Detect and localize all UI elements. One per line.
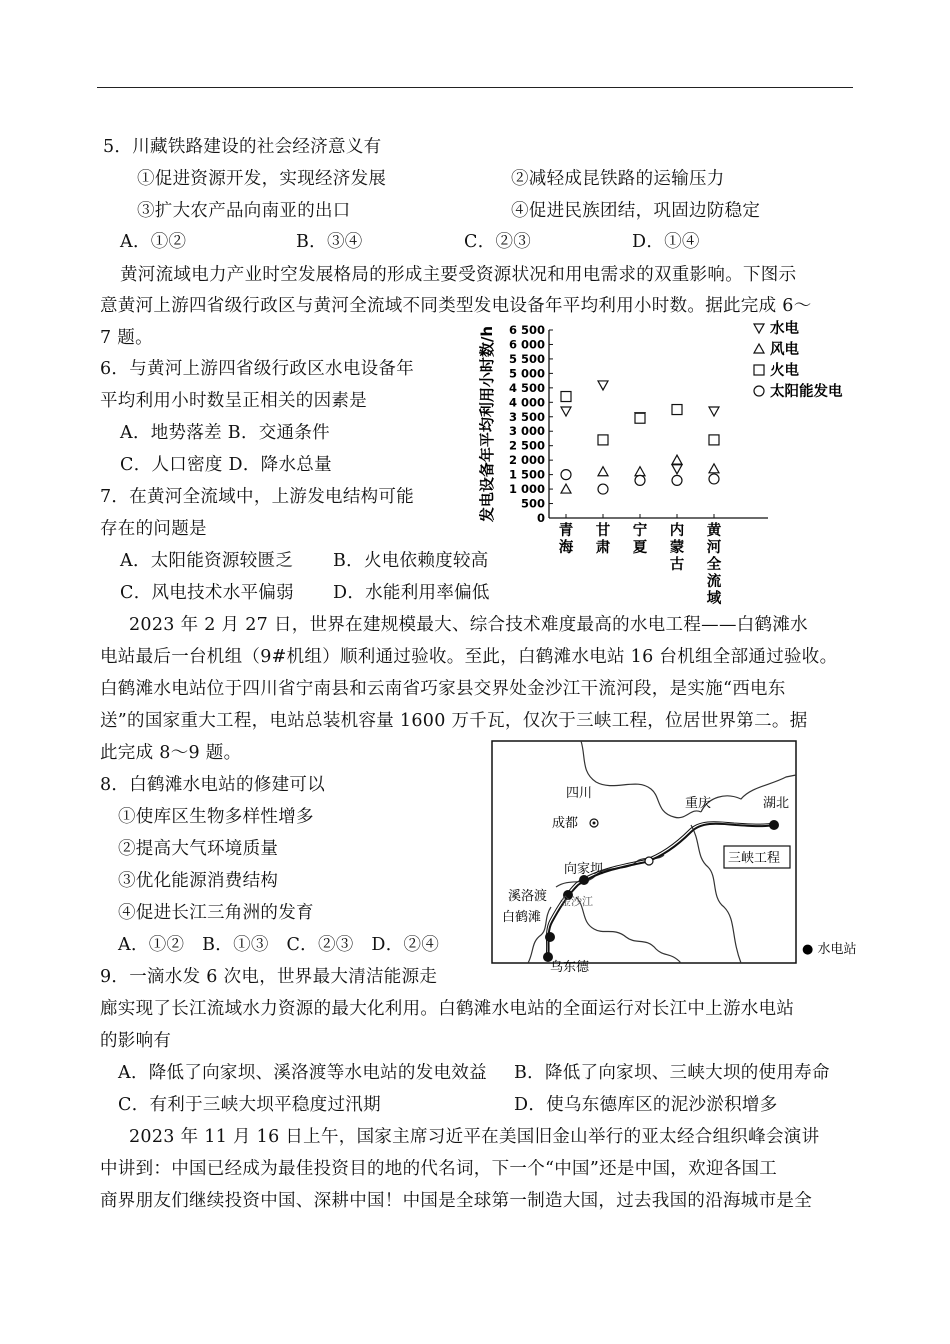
legend-label: 风电 — [770, 342, 799, 358]
y-tick-label: 3 500 — [508, 409, 545, 424]
intro89-line-2: 电站最后一台机组（9#机组）顺利通过验收。至此，白鹤滩水电站 16 台机组全部通过验收。 — [100, 647, 838, 667]
q9-stem-2: 廊实现了长江流域水力资源的最大化利用。白鹤滩水电站的全面运行对长江中上游水电站 — [100, 999, 795, 1019]
y-axis-title: 发电设备年平均利用小时数/h — [478, 325, 496, 523]
x-category-label: 青海 — [558, 523, 574, 556]
q5-option-b: B．③④ — [296, 232, 363, 252]
chart-svg — [470, 318, 870, 610]
intro89-line-3: 白鹤滩水电站位于四川省宁南县和云南省巧家县交界处金沙江干流河段，是实施“西电东 — [100, 679, 786, 699]
q6-stem-1: 6．与黄河上游四省级行政区水电设备年 — [100, 359, 415, 379]
q5-item-1: ①促进资源开发，实现经济发展 — [137, 169, 387, 189]
data-point-circle — [635, 475, 645, 485]
q7-stem-1: 7．在黄河全流域中，上游发电结构可能 — [100, 487, 415, 507]
data-point-circle — [709, 474, 719, 484]
y-tick-label: 3 000 — [508, 424, 545, 439]
q7-option-b: B．火电依赖度较高 — [333, 551, 489, 571]
label-sichuan: 四川 — [566, 786, 593, 801]
x-category-label: 甘肃 — [595, 523, 611, 556]
yangtze-hydropower-map — [486, 737, 876, 979]
q8-item-4: ④促进长江三角洲的发育 — [118, 903, 314, 923]
q6-stem-2: 平均利用小时数呈正相关的因素是 — [100, 391, 367, 411]
map-legend-hydropower: ● 水电站 — [802, 942, 857, 957]
intro89-line-1: 2023 年 2 月 27 日，世界在建规模最大、综合技术难度最高的水电工程——白鹤滩水 — [129, 615, 808, 635]
q5-item-3: ③扩大农产品向南亚的出口 — [137, 201, 351, 221]
x-category-label: 内蒙古 — [669, 523, 685, 573]
y-tick-label: 0 — [536, 511, 545, 525]
label-xiluodu: 溪洛渡 — [508, 889, 548, 904]
intro89-line-4: 送”的国家重大工程，电站总装机容量 1600 万千瓦，仅次于三峡工程，位居世界第二。据 — [100, 711, 808, 731]
data-point-triangle-down — [598, 381, 608, 390]
intro10-line-3: 商界朋友们继续投资中国、深耕中国！中国是全球第一制造大国，过去我国的沿海城市是全 — [100, 1191, 812, 1211]
data-point-triangle-up — [635, 467, 645, 476]
baihetan-dam-marker — [545, 932, 555, 942]
y-tick-label: 5 000 — [508, 366, 545, 381]
legend-marker-square — [754, 365, 764, 375]
y-tick-label: 500 — [520, 496, 545, 511]
q9-option-b: B．降低了向家坝、三峡大坝的使用寿命 — [514, 1063, 830, 1083]
data-point-circle — [561, 470, 571, 480]
q9-option-a: A．降低了向家坝、溪洛渡等水电站的发电效益 — [118, 1063, 487, 1083]
q7-option-c: C．风电技术水平偏弱 — [120, 583, 294, 603]
chengdu-marker-dot — [593, 822, 596, 825]
x-category-label: 宁夏 — [632, 523, 648, 556]
q8-item-3: ③优化能源消费结构 — [118, 871, 279, 891]
legend-label: 火电 — [770, 363, 799, 379]
intro67-line-2: 意黄河上游四省级行政区与黄河全流域不同类型发电设备年平均利用小时数。据此完成 6～ — [100, 296, 812, 316]
q5-stem: 5．川藏铁路建设的社会经济意义有 — [103, 137, 382, 157]
q8-item-1: ①使库区生物多样性增多 — [118, 807, 314, 827]
data-point-triangle-up — [709, 464, 719, 473]
q7-stem-2: 存在的问题是 — [100, 519, 207, 539]
label-wudongde: 乌东德 — [550, 960, 590, 975]
legend-marker-triangle-down — [754, 324, 764, 333]
q5-item-4: ④促进民族团结，巩固边防稳定 — [511, 201, 761, 221]
q5-item-2: ②减轻成昆铁路的运输压力 — [511, 169, 725, 189]
intro10-line-1: 2023 年 11 月 16 日上午，国家主席习近平在美国旧金山举行的亚太经合组织峰会演讲 — [129, 1127, 820, 1147]
label-baihetan: 白鹤滩 — [502, 910, 542, 925]
y-tick-label: 2 500 — [508, 438, 545, 453]
q8-options: A．①② B．①③ C．②③ D．②④ — [118, 935, 440, 955]
y-tick-label: 4 500 — [508, 380, 545, 395]
header-rule — [97, 87, 853, 88]
legend-marker-triangle-up — [754, 344, 764, 353]
label-chengdu: 成都 — [552, 816, 579, 831]
label-xiangjiaba: 向家坝 — [564, 862, 604, 877]
q9-stem-3: 的影响有 — [100, 1031, 172, 1051]
power-hours-chart — [470, 318, 870, 610]
q8-item-2: ②提高大气环境质量 — [118, 839, 279, 859]
data-point-triangle-down — [709, 407, 719, 416]
data-point-square — [561, 392, 571, 402]
legend-label: 水电 — [770, 321, 799, 337]
label-hubei: 湖北 — [763, 796, 790, 811]
y-tick-label: 4 000 — [508, 395, 545, 410]
y-tick-label: 5 500 — [508, 351, 545, 366]
q8-stem: 8．白鹤滩水电站的修建可以 — [100, 775, 326, 795]
data-point-triangle-up — [672, 455, 682, 464]
map-svg — [486, 737, 876, 979]
label-sanxia: 三峡工程 — [728, 851, 781, 866]
sanxia-dam-marker — [769, 820, 779, 830]
y-tick-label: 1 000 — [508, 482, 545, 497]
q5-option-d: D．①④ — [632, 232, 700, 252]
y-tick-label: 1 500 — [508, 467, 545, 482]
intro67-line-3: 7 题。 — [100, 328, 153, 348]
chongqing-marker — [645, 857, 653, 865]
q5-option-c: C．②③ — [464, 232, 532, 252]
q6-options-cd: C．人口密度 D．降水总量 — [120, 455, 332, 475]
q7-option-a: A．太阳能资源较匮乏 — [120, 551, 294, 571]
data-point-square — [598, 435, 608, 445]
legend-label: 太阳能发电 — [770, 384, 843, 400]
data-point-triangle-down — [672, 465, 682, 474]
q9-option-d: D．使乌东德库区的泥沙淤积增多 — [514, 1095, 778, 1115]
y-tick-label: 6 000 — [508, 337, 545, 352]
intro89-line-5: 此完成 8～9 题。 — [100, 743, 242, 763]
q9-stem-1: 9．一滴水发 6 次电，世界最大清洁能源走 — [100, 967, 438, 987]
label-jinshajiang: 金沙江 — [560, 895, 593, 908]
q7-option-d: D．水能利用率偏低 — [333, 583, 490, 603]
data-point-triangle-down — [561, 407, 571, 416]
data-point-square — [635, 413, 645, 423]
q5-option-a: A．①② — [120, 232, 187, 252]
data-point-square — [709, 435, 719, 445]
intro67-line-1: 黄河流域电力产业时空发展格局的形成主要受资源状况和用电需求的双重影响。下图示 — [120, 265, 797, 285]
data-point-triangle-up — [598, 467, 608, 476]
x-category-label: 黄河全流域 — [706, 523, 722, 607]
data-point-circle — [672, 475, 682, 485]
y-tick-label: 2 000 — [508, 453, 545, 468]
legend-marker-circle — [754, 386, 764, 396]
data-point-circle — [598, 484, 608, 494]
q9-option-c: C．有利于三峡大坝平稳度过汛期 — [118, 1095, 381, 1115]
q6-options-ab: A．地势落差 B．交通条件 — [120, 423, 330, 443]
intro10-line-2: 中讲到：中国已经成为最佳投资目的地的代名词，下一个“中国”还是中国，欢迎各国工 — [100, 1159, 778, 1179]
y-tick-label: 6 500 — [508, 323, 545, 337]
data-point-square — [672, 405, 682, 415]
label-chongqing: 重庆 — [685, 796, 712, 811]
data-point-triangle-up — [561, 484, 571, 493]
